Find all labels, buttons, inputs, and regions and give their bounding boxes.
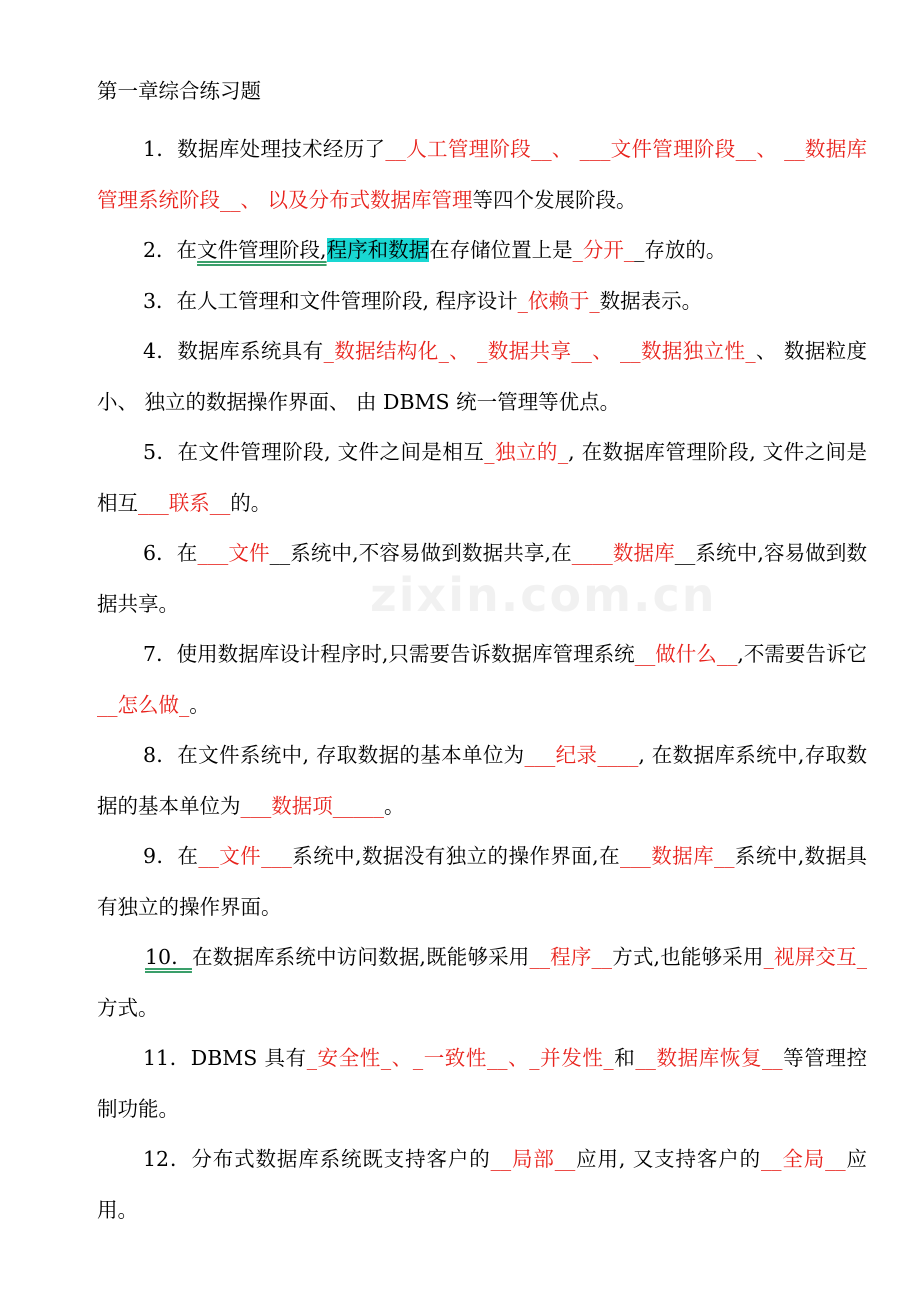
q10-text-c: 方式。 bbox=[97, 995, 159, 1020]
q2-answer: _分开_ bbox=[572, 238, 635, 262]
q4-answer-1: _数据结构化_、 bbox=[323, 339, 471, 363]
q10-text-a: 在数据库系统中访问数据,既能够采用 bbox=[191, 945, 530, 969]
q4-space-2 bbox=[613, 339, 620, 363]
q10-text-b: 方式,也能够采用 bbox=[612, 945, 764, 969]
question-11 bbox=[97, 1033, 867, 1134]
q2-highlighted-term: 程序和数据 bbox=[326, 238, 430, 262]
q5-text-a: 5．在文件管理阶段, 文件之间是相互 bbox=[143, 440, 485, 464]
question-3 bbox=[97, 276, 867, 327]
q12-text-b: 应用, 又支持客户的 bbox=[575, 1147, 761, 1171]
q4-text-a: 4．数据库系统具有 bbox=[143, 339, 324, 363]
q12-answer-1: __局部__ bbox=[490, 1147, 576, 1171]
question-9 bbox=[97, 831, 867, 932]
q4-answer-2: _数据共享__、 bbox=[477, 339, 614, 363]
q3-text-b: 数据表示。 bbox=[599, 288, 703, 313]
q7-text-a: 7．使用数据库设计程序时,只需要告诉数据库管理系统 bbox=[143, 642, 635, 666]
q1-space-1 bbox=[573, 137, 580, 161]
q9-answer-2: ___数据库__ bbox=[620, 844, 735, 868]
q12-answer-2: __全局__ bbox=[760, 1147, 846, 1171]
q3-answer: _依赖于_ bbox=[517, 288, 600, 313]
q5-text-c: 的。 bbox=[230, 490, 272, 515]
q6-answer-1: ___文件 bbox=[197, 541, 270, 565]
question-6 bbox=[97, 528, 867, 629]
q6-answer-2: ____数据库 bbox=[571, 541, 675, 565]
q9-text-a: 9．在 bbox=[143, 844, 199, 868]
q8-text-c: 。 bbox=[384, 793, 405, 818]
page-title: 第一章综合练习题 bbox=[97, 79, 261, 103]
q11-text-c: 等管理控制功能。 bbox=[97, 1046, 867, 1121]
q7-text-c: 。 bbox=[189, 692, 210, 717]
question-10 bbox=[97, 932, 867, 1033]
q4-text-b: 、 数据粒度小、 独立的数据操作界面、 由 DBMS 统一管理等优点。 bbox=[97, 339, 868, 414]
q6-text-b: __系统中,不容易做到数据共享,在 bbox=[269, 541, 572, 565]
q8-text-a: 8．在文件系统中, 存取数据的基本单位为 bbox=[143, 743, 525, 767]
q2-underlined-term: 文件管理阶段, bbox=[197, 238, 327, 262]
q2-text-b: 在存储位置上是 bbox=[429, 238, 573, 262]
q8-text-b: , 在数据库系统中,存取数据的基本单位为 bbox=[97, 743, 867, 818]
q5-answer-1: _独立的_ bbox=[484, 440, 569, 464]
q3-text-a: 3．在人工管理和文件管理阶段, 程序设计 bbox=[143, 288, 518, 313]
q2-text-c: _存放的。 bbox=[634, 238, 727, 262]
q7-answer-1: __做什么__ bbox=[634, 642, 738, 666]
question-7 bbox=[97, 629, 867, 730]
question-1 bbox=[97, 124, 867, 225]
question-5 bbox=[97, 427, 867, 528]
q12-text-a: 12．分布式数据库系统既支持客户的 bbox=[143, 1147, 491, 1171]
q1-answer-3: __数据库管理系统阶段__、 bbox=[97, 137, 868, 212]
q10-answer-2: _视屏交互_ bbox=[763, 945, 868, 969]
q7-answer-2: __怎么做_ bbox=[97, 692, 190, 717]
question-4 bbox=[97, 326, 867, 427]
question-12 bbox=[97, 1134, 867, 1235]
question-8 bbox=[97, 730, 867, 831]
q10-number: 10． bbox=[145, 945, 192, 969]
q11-text-a: 11．DBMS 具有 bbox=[143, 1046, 307, 1070]
q9-text-c: 系统中,数据具有独立的操作界面。 bbox=[97, 844, 867, 919]
q12-text-c: 应用。 bbox=[97, 1147, 867, 1222]
q1-text-b: 等四个发展阶段。 bbox=[472, 187, 637, 212]
q11-text-b: 和 bbox=[613, 1046, 636, 1070]
q10-answer-1: __程序__ bbox=[529, 945, 613, 969]
q11-answer-2: __数据库恢复__ bbox=[635, 1046, 783, 1070]
watermark: zixin.com.cn bbox=[370, 568, 717, 622]
q4-answer-3: __数据独立性_ bbox=[620, 339, 756, 363]
q1-answer-2: ___文件管理阶段__、 bbox=[579, 137, 778, 161]
q5-answer-2: ___联系__ bbox=[138, 490, 231, 515]
q8-answer-2: ___数据项_____ bbox=[240, 793, 384, 818]
q8-answer-1: ___纪录____ bbox=[524, 743, 639, 767]
question-2 bbox=[97, 225, 867, 276]
q6-text-c: __系统中,容易做到数据共享。 bbox=[97, 541, 868, 616]
q7-text-b: ,不需要告诉它 bbox=[737, 642, 867, 666]
q9-answer-1: __文件___ bbox=[198, 844, 292, 868]
q9-text-b: 系统中,数据没有独立的操作界面,在 bbox=[291, 844, 621, 868]
document-body bbox=[97, 72, 867, 1235]
q1-text-a: 1．数据库处理技术经历了 bbox=[143, 137, 386, 161]
q5-text-b: , 在数据库管理阶段, 文件之间是相互 bbox=[97, 440, 867, 515]
q1-answer-1: __人工管理阶段__、 bbox=[385, 137, 573, 161]
q2-text-a: 2．在 bbox=[143, 238, 198, 262]
q11-answer-1: _安全性_、_一致性__、_并发性_ bbox=[306, 1046, 614, 1070]
q1-answer-4: 以及分布式数据库管理 bbox=[267, 187, 473, 212]
q6-text-a: 6．在 bbox=[143, 541, 198, 565]
